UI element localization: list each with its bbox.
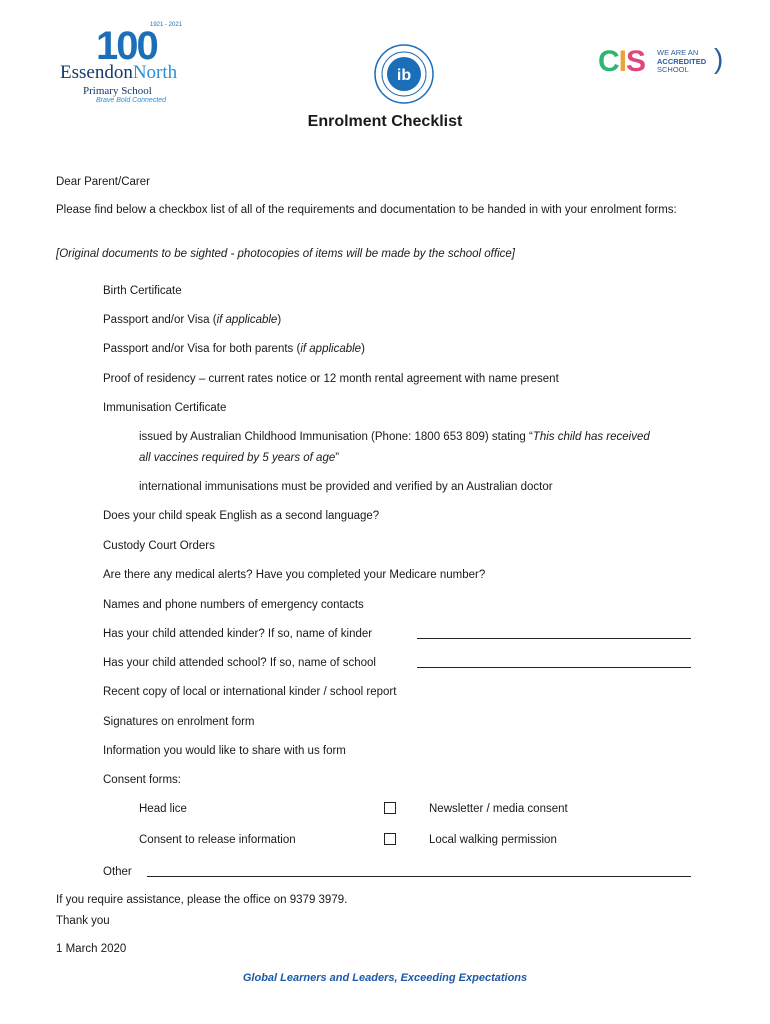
- thank-you: Thank you: [56, 915, 110, 927]
- item-birth-certificate: Birth Certificate: [103, 285, 182, 297]
- item-immunisation-issued-cont: all vaccines required by 5 years of age”: [139, 452, 340, 464]
- item-esl: Does your child speak English as a second language?: [103, 510, 380, 522]
- item-other: Other: [103, 866, 132, 878]
- note: [Original documents to be sighted - photocopies of items will be made by the school office]: [56, 248, 515, 260]
- date: 1 March 2020: [56, 943, 127, 955]
- item-signatures: Signatures on enrolment form: [103, 716, 255, 728]
- item-medical: Are there any medical alerts? Have you completed your Medicare number?: [103, 569, 486, 581]
- footer-motto: Global Learners and Leaders, Exceeding Expectations: [242, 972, 528, 984]
- ib-logo: [373, 43, 435, 105]
- item-immunisation-international: international immunisations must be provided and verified by an Australian doctor: [139, 481, 553, 493]
- ib-logo-letters: ib: [396, 67, 412, 84]
- other-line[interactable]: [147, 876, 691, 877]
- consent-head-lice: Head lice: [139, 803, 187, 815]
- item-share-form: Information you would like to share with us form: [103, 745, 346, 757]
- cis-logo: CIS: [598, 45, 646, 78]
- item-residency: Proof of residency – current rates notice or 12 month rental agreement with name present: [103, 373, 559, 385]
- intro-paragraph: Please find below a checkbox list of all of the requirements and documentation to be handed in with your enrolment forms:: [56, 204, 677, 216]
- item-kinder: Has your child attended kinder? If so, name of kinder: [103, 628, 373, 640]
- checkbox[interactable]: [384, 802, 396, 814]
- checkbox[interactable]: [384, 833, 396, 845]
- school-logo-years: 1921 - 2021: [150, 22, 183, 28]
- item-passport: Passport and/or Visa (if applicable): [103, 314, 282, 326]
- cis-logo-bracket: ): [714, 43, 724, 74]
- page-title: Enrolment Checklist: [307, 113, 463, 130]
- item-custody: Custody Court Orders: [103, 540, 215, 552]
- school-logo-name: EssendonNorth: [60, 62, 178, 83]
- item-report: Recent copy of local or international kinder / school report: [103, 686, 397, 698]
- consent-walking: Local walking permission: [429, 834, 557, 846]
- item-consent-forms: Consent forms:: [103, 774, 181, 786]
- item-emergency: Names and phone numbers of emergency contacts: [103, 599, 364, 611]
- assistance-text: If you require assistance, please the office on 9379 3979.: [56, 894, 348, 906]
- school-logo-tagline: Brave Bold Connected: [96, 97, 167, 104]
- item-school: Has your child attended school? If so, name of school: [103, 657, 376, 669]
- item-immunisation: Immunisation Certificate: [103, 402, 227, 414]
- school-name-line[interactable]: [417, 667, 691, 668]
- consent-release-info: Consent to release information: [139, 834, 296, 846]
- school-logo-subtitle: Primary School: [83, 85, 152, 97]
- school-logo-100: 100: [96, 24, 157, 68]
- consent-newsletter: Newsletter / media consent: [429, 803, 568, 815]
- cis-logo-text: WE ARE AN ACCREDITED SCHOOL: [657, 48, 707, 74]
- kinder-name-line[interactable]: [417, 638, 691, 639]
- item-immunisation-issued: issued by Australian Childhood Immunisation (Phone: 1800 653 809) stating “This child has received: [139, 431, 650, 443]
- item-parents-passport: Passport and/or Visa for both parents (if applicable): [103, 343, 365, 355]
- greeting: Dear Parent/Carer: [56, 176, 150, 188]
